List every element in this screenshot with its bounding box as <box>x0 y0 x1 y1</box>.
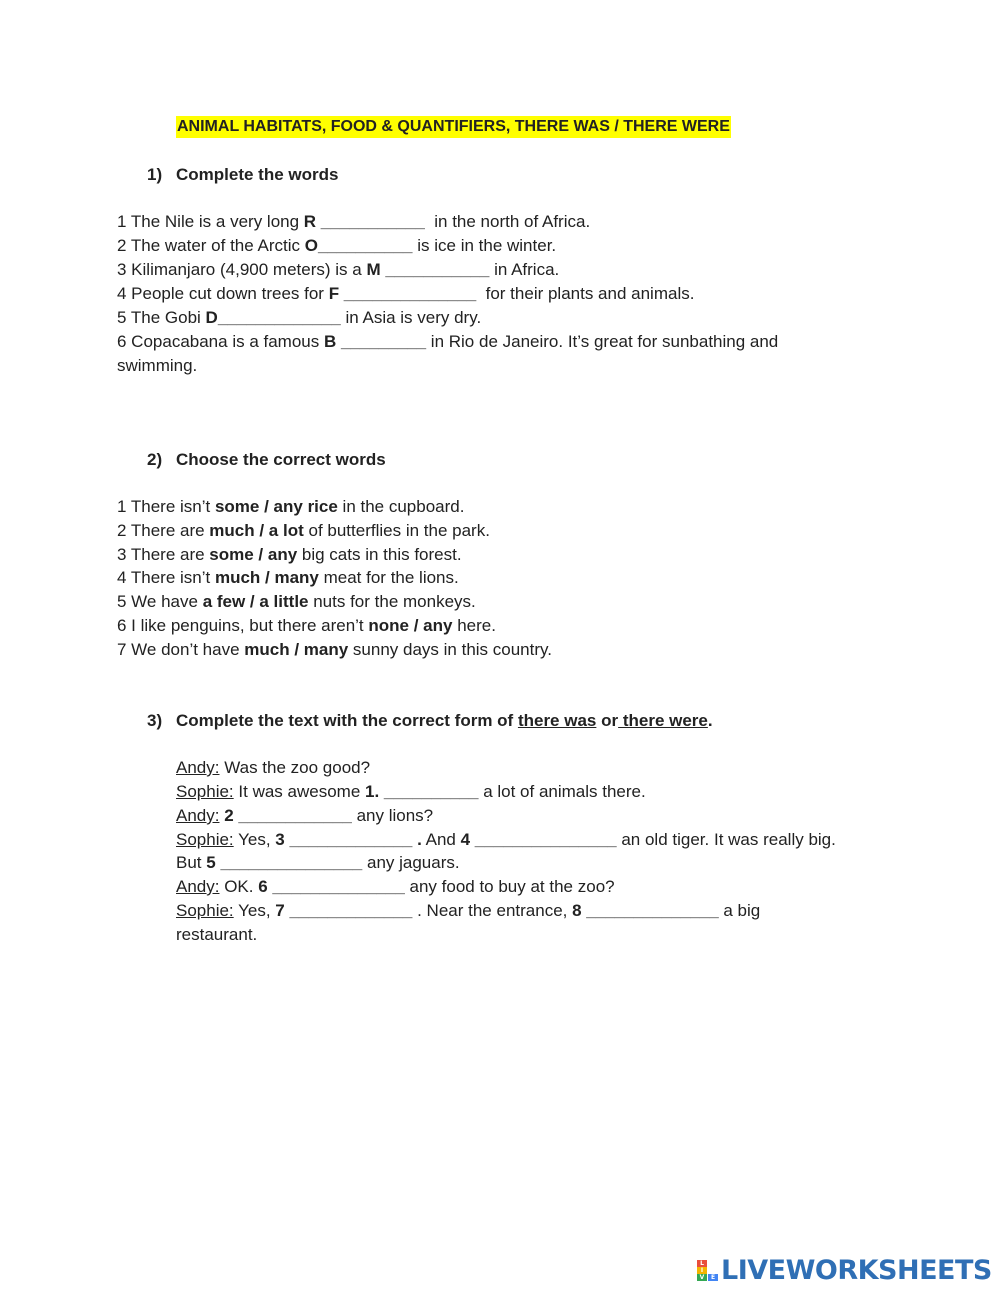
s2-item-7: 7 We don’t have much / many sunny days in this country. <box>117 640 552 659</box>
choice-option[interactable]: much / many <box>214 568 319 587</box>
section-2-title: Choose the correct words <box>176 450 386 469</box>
worksheet-title: ANIMAL HABITATS, FOOD & QUANTIFIERS, THERE WAS / THERE WERE <box>176 116 731 138</box>
dialogue-line-3: Andy: 2 ____________ any lions? <box>176 806 434 825</box>
s1-item-6: 6 Copacabana is a famous B _________ in Rio de Janeiro. It’s great for sunbathing and <box>117 332 779 351</box>
choice-option[interactable]: much / many <box>244 640 349 659</box>
s2-item-2: 2 There are much / a lot of butterflies in the park. <box>117 521 490 540</box>
speaker-andy: Andy: <box>176 877 220 896</box>
s1-item-2: 2 The water of the Arctic O__________ is ice in the winter. <box>117 236 557 255</box>
dialogue-line-1: Andy: Was the zoo good? <box>176 758 371 777</box>
section-3-number: 3) <box>147 711 163 730</box>
dialogue-line-2: Sophie: It was awesome 1. __________ a lot of animals there. <box>176 782 646 801</box>
logo-letter-l: L <box>697 1260 707 1267</box>
s2-item-6: 6 I like penguins, but there aren’t none / any here. <box>117 616 496 635</box>
s1-item-5: 5 The Gobi D_____________ in Asia is very dry. <box>117 308 482 327</box>
s2-item-1: 1 There isn’t some / any rice in the cupboard. <box>117 497 465 516</box>
choice-option[interactable]: some / any rice <box>214 497 338 516</box>
answer-blank[interactable]: __________ <box>379 782 479 801</box>
s2-item-5: 5 We have a few / a little nuts for the monkeys. <box>117 592 476 611</box>
speaker-sophie: Sophie: <box>176 830 234 849</box>
answer-blank[interactable]: ______________ <box>267 877 405 896</box>
s1-item-4: 4 People cut down trees for F ______________ for their plants and animals. <box>117 284 695 303</box>
choice-option[interactable]: much / a lot <box>209 521 304 540</box>
answer-blank[interactable]: ___________ <box>316 212 425 231</box>
answer-blank[interactable]: ______________ <box>339 284 477 303</box>
answer-blank[interactable]: ___________ <box>380 260 490 279</box>
dialogue-line-5: But 5 _______________ any jaguars. <box>176 853 460 872</box>
answer-blank[interactable]: __________ <box>317 236 413 255</box>
liveworksheets-wordmark: LIVEWORKSHEETS <box>721 1255 992 1286</box>
answer-blank[interactable]: _______________ <box>215 853 363 872</box>
answer-blank[interactable]: ______________ <box>581 901 719 920</box>
speaker-andy: Andy: <box>176 806 220 825</box>
section-1-heading <box>147 163 338 187</box>
speaker-sophie: Sophie: <box>176 782 234 801</box>
dialogue-line-8: restaurant. <box>176 925 258 944</box>
logo-letter-e: E <box>708 1274 718 1281</box>
dialogue-line-7: Sophie: Yes, 7 _____________ . Near the entrance, 8 ______________ a big <box>176 901 761 920</box>
answer-blank[interactable]: _____________ <box>284 830 413 849</box>
choice-option[interactable]: a few / a little <box>202 592 309 611</box>
answer-blank[interactable]: _____________ <box>217 308 341 327</box>
section-2-number: 2) <box>147 450 163 469</box>
choice-option[interactable]: some / any <box>209 545 298 564</box>
answer-blank[interactable]: _________ <box>336 332 427 351</box>
s2-item-4: 4 There isn’t much / many meat for the lions. <box>117 568 459 587</box>
answer-blank[interactable]: _______________ <box>470 830 617 849</box>
s1-item-3: 3 Kilimanjaro (4,900 meters) is a M ___________ in Africa. <box>117 260 560 279</box>
section-1-title: Complete the words <box>176 165 339 184</box>
answer-blank[interactable]: _____________ <box>284 901 413 920</box>
s2-item-3: 3 There are some / any big cats in this forest. <box>117 545 462 564</box>
speaker-sophie: Sophie: <box>176 901 234 920</box>
dialogue-line-6: Andy: OK. 6 ______________ any food to buy at the zoo? <box>176 877 615 896</box>
section-1-number: 1) <box>147 165 163 184</box>
logo-letter-i: I <box>697 1267 707 1274</box>
logo-letter-v: V <box>697 1274 707 1281</box>
section-3-heading: 3) Complete the text with the correct form of there was or there were. <box>147 709 713 733</box>
liveworksheets-icon <box>697 1260 721 1286</box>
section-2-heading <box>147 448 386 472</box>
s1-item-1: 1 The Nile is a very long R ___________ in the north of Africa. <box>117 212 591 231</box>
answer-blank[interactable]: ____________ <box>233 806 352 825</box>
choice-option[interactable]: none / any <box>368 616 453 635</box>
dialogue-line-4: Sophie: Yes, 3 _____________ . And 4 _______________ an old tiger. It was really big. <box>176 830 836 849</box>
s1-item-6-continued: swimming. <box>117 356 198 375</box>
speaker-andy: Andy: <box>176 758 220 777</box>
